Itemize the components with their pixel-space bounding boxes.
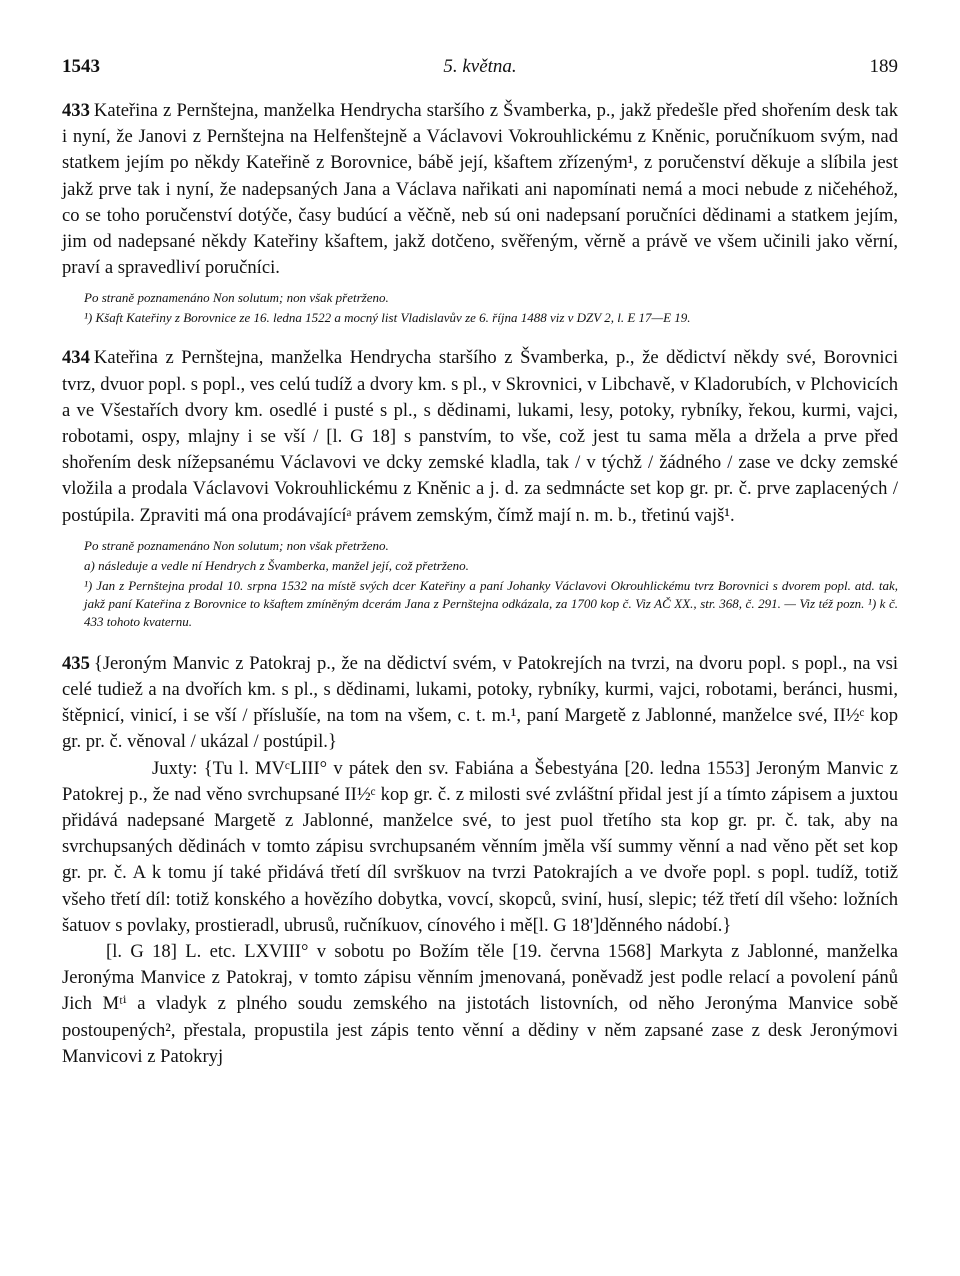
footnote: ¹) Kšaft Kateřiny z Borovnice ze 16. ledna 1522 a mocný list Vladislavův ze 6. října 1488 viz v DZV 2, l. E 17—E 19. [84,310,691,326]
entry-number: 434 [62,347,90,369]
footnote: ¹) Jan z Pernštejna prodal 10. srpna 1532 na místě svých dcer Kateřiny a paní Johanky Václavovi Okrouhlickému tvrz Borovnici s dvorem popl. atd. tak, jakž paní Kateřina z Borovnice to kšaftem zmíněným dcerám Jana z Pernštejna odkázala, za 1700 kop č. Viz AČ XX., str. 368, č. 291. — Viz též pozn. ¹) k č. 433 tohoto kvaternu. [84,577,898,629]
page-header [62,56,898,82]
entry-435 [62,651,898,1070]
header-page-number: 189 [869,56,898,77]
entry-433 [62,98,898,327]
entry-number: 433 [62,100,90,121]
entry-text [62,345,898,528]
entry-number: 435 [62,652,90,674]
entry-body: Kateřina z Pernštejna, manželka Hendrycha staršího z Švamberka, p., že dědictví někdy své, Borovnici tvrz, dvuor popl. s popl., ves celú tudíž a dvory km. s pl., v Skrovnici, v Libchavě, v Kladorubích, v Plchovicích a ve Všestařích dvory km. osedlé i pusté s pl., s dědinami, lukami, lesy, potoky, rybníky, řekou, kurmi, vajci, robotami, ospy, mlajny i se vší / [l. G 18] s panstvím, to vše, což jest tu sama měla a držela a prve před shořením desk nížepsanému Václavovi ve dcky zemské kladla, tak / v týchž / žádného / zase ve dcky zemské vložila a prodala Václavovi Vokrouhlickému z Kněnic a j. d. za sedmnácte set kop gr. pr. č. prve zaplacených / postúpila. Zpraviti má ona prodávajícíᵃ právem zemským, čímž mají n. m. b., třetinú vajš¹. [62,347,898,526]
header-year: 1543 [62,56,100,77]
margin-note: Po straně poznamenáno Non solutum; non však přetrženo. [84,290,389,306]
entry-434 [62,345,898,630]
entry-body: Kateřina z Pernštejna, manželka Hendrycha staršího z Švamberka, p., jakž předešle před shořením desk tak i nyní, že Janovi z Pernštejna na Helfenštejně a Václavovi Vokrouhlickému z Kněnic, poručníkuom svým, nad statkem jejím po někdy Kateřině z Borovnice, bábě její, kšaftem zřízeným¹, z poručenství děkuje a slíbila jest jakž prve tak i nyní, že nadepsaných Jana a Václava nařikati ani napomínati nemá a moci nebude z ničehéhož, co se toho poručenství dotýče, časy budúcí a věčně, neb sú oni nadepsaní poručníci dědinami a statkem jejím, jim od nadepsané někdy Kateřiny kšaftem, jakž dotčeno, svěřeným, věrně a právě ve všem učinili jako věrní, praví a spravedliví poručníci. [62,100,898,279]
entry-text [62,651,898,756]
juxta-paragraph: Juxty: {Tu l. MVᶜLIII° v pátek den sv. Fabiána a Šebestyána [20. ledna 1553] Jeroným Manvic z Patokrej p., že nad věno svrchupsané II½ᶜ kop gr. č. z milosti své zvláštní přidal jest jí a tímto zápisem a juxtou přidává nadepsané Margetě z Jablonné, manželce své, to jest puol třetího sta kop gr. pr. č. tak, aby na svrchupsaných dědinách v tomto zápisu svrchupsaném věnním jměla vší summy věnní a nad věno pět set kop gr. pr. č. A k tomu jí také přidává třetí díl svrškuov na tvrzi Patokrajích a ve dvoře popl. s popl. tudíž, totiž všeho třetí díl: totiž konského a hovězího dobytka, vovcí, skopců, sviní, husí, slepic; též třetí díl všeho: ložních šatuov s povlaky, prostieradl, ubrusů, ručníkuov, cínového i mě[l. G 18']děnného nádobí.} [62,757,898,936]
entry-body: {Jeroným Manvic z Patokraj p., že na dědictví svém, v Patokrejích na tvrzi, na dvoru popl. s popl., na vsi celé tudiež a na dvořích km. s pl., s dědinami, lukami, potoky, rybníky, kurmi, vajci, robotami, beránci, husmi, štěpnicí, vinicí, i se vší / příslušíe, na tom na všem, c. t. m.¹, paní Margetě z Jablonné, manželce své, II½ᶜ kop gr. pr. č. věnoval / ukázal / postúpil.} [62,652,898,753]
release-paragraph: [l. G 18] L. etc. LXVIII° v sobotu po Božím těle [19. června 1568] Markyta z Jablonné, manželka Jeronýma Manvice z Patokraj, v tomto zápisu věnním jmenovaná, poněvadž jest podle relací a povolení pánů Jich Mᵗⁱ a vladyk z plného soudu zemského na jistotách listovních, od něho Jeronýma Manvice sobě postoupených², přestala, propustila jest zápis tento věnní a dědiny v něm zapsané zase z desk Jeronýmovi Manvicovi z Patokryj [62,941,898,1067]
footnote-a: a) následuje a vedle ní Hendrych z Švamberka, manžel její, což přetrženo. [84,557,469,573]
margin-note: Po straně poznamenáno Non solutum; non však přetrženo. [84,537,389,553]
entry-text [62,98,898,281]
header-date: 5. května. [443,56,517,77]
document-page [62,56,898,1070]
